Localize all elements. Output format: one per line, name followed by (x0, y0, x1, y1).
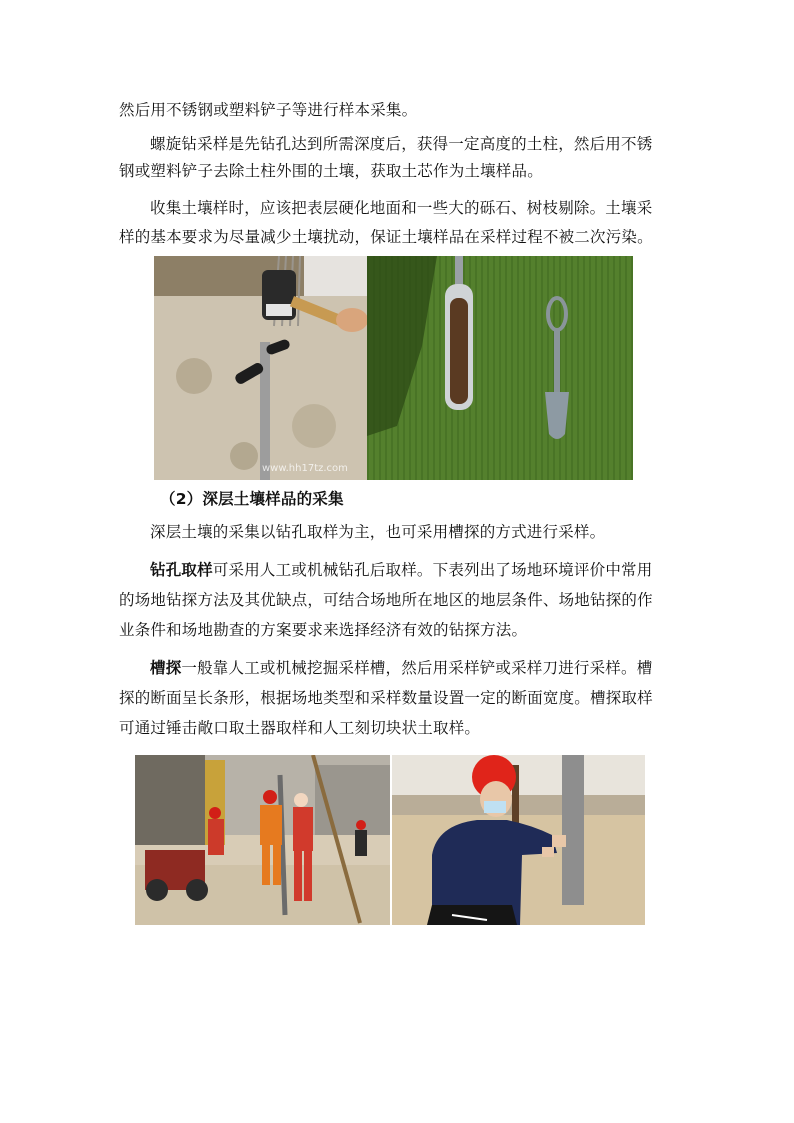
paragraph-3-line-2: 样的基本要求为尽量减少土壤扰动，保证土壤样品在采样过程不被二次污染。 (119, 228, 653, 246)
figure-soil-core-sampler-photo (367, 256, 633, 480)
figure-auger-hammer-photo (154, 256, 367, 480)
paragraph-4-line-1: 深层土壤的采集以钻孔取样为主，也可采用槽探的方式进行采样。 (150, 523, 606, 541)
paragraph-5-line-1 (150, 560, 652, 580)
figure-worker-sampling-photo (392, 755, 645, 925)
paragraph-1-line-1: 然后用不锈钢或塑料铲子等进行样本采集。 (119, 101, 418, 119)
paragraph-6-line-2: 探的断面呈长条形，根据场地类型和采样数量设置一定的断面宽度。槽探取样 (119, 689, 653, 707)
paragraph-2-line-1: 螺旋钻采样是先钻孔达到所需深度后，获得一定高度的土柱，然后用不锈 (150, 135, 653, 153)
section-heading: （2）深层土壤样品的采集 (160, 490, 344, 508)
figure-drilling-rig-photo (135, 755, 390, 925)
paragraph-3-line-1: 收集土壤样时，应该把表层硬化地面和一些大的砾石、树枝剔除。土壤采 (150, 199, 653, 217)
photo-watermark: www.hh17tz.com (262, 463, 348, 474)
paragraph-5-line-1-text: 可采用人工或机械钻孔后取样。下表列出了场地环境评价中常用 (212, 561, 653, 579)
paragraph-6-line-3: 可通过锤击敞口取土器取样和人工刻切块状土取样。 (119, 719, 481, 737)
paragraph-6-line-1-text: 一般靠人工或机械挖掘采样槽，然后用采样铲或采样刀进行采样。槽 (181, 659, 653, 677)
paragraph-2-line-2: 钢或塑料铲子去除土柱外围的土壤，获取土芯作为土壤样品。 (119, 162, 543, 180)
paragraph-6-line-1 (150, 658, 652, 678)
paragraph-5-line-3: 业条件和场地勘查的方案要求来选择经济有效的钻探方法。 (119, 621, 528, 639)
paragraph-5-line-2: 的场地钻探方法及其优缺点，可结合场地所在地区的地层条件、场地钻探的作 (119, 591, 653, 609)
paragraph-6-term: 槽探 (150, 659, 182, 677)
paragraph-5-term: 钻孔取样 (150, 561, 213, 579)
